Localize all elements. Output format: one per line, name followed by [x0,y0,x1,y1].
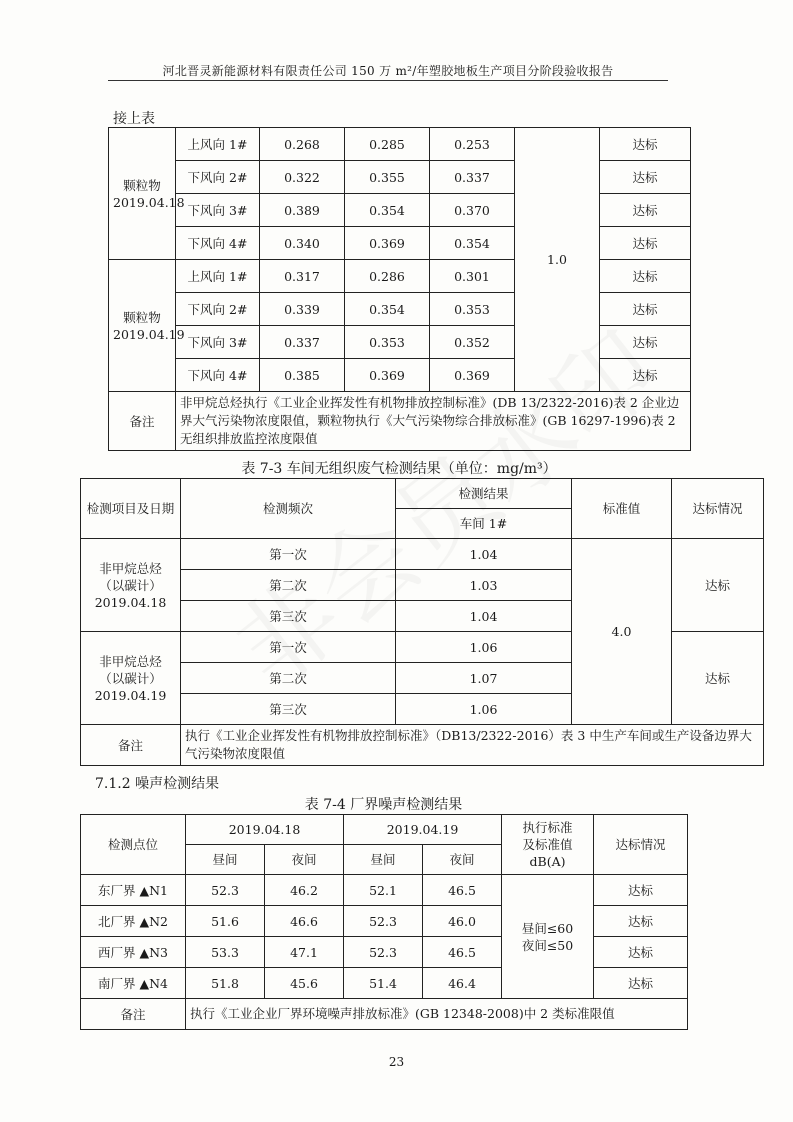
value-cell: 1.06 [396,694,572,725]
header-day: 昼间 [344,845,423,875]
value-cell: 46.0 [423,906,502,937]
standard-cell: 昼间≤60 夜间≤50 [502,875,594,999]
value-cell: 0.337 [260,326,345,359]
value-cell: 52.3 [344,937,423,968]
status-cell: 达标 [594,906,688,937]
status-cell: 达标 [600,128,691,161]
value-cell: 52.3 [344,906,423,937]
value-cell: 0.340 [260,227,345,260]
note-text: 执行《工业企业厂界环境噪声排放标准》(GB 12348-2008)中 2 类标准限值 [186,999,688,1030]
point-cell: 下风向 3# [176,326,260,359]
value-cell: 0.385 [260,359,345,392]
value-cell: 0.353 [430,293,515,326]
status-cell: 达标 [600,359,691,392]
header-std: 标准值 [572,479,672,539]
value-cell: 0.355 [345,161,430,194]
value-cell: 0.286 [345,260,430,293]
header-status: 达标情况 [594,815,688,875]
value-cell: 51.4 [344,968,423,999]
header-night: 夜间 [423,845,502,875]
point-cell: 西厂界 ▲N3 [81,937,186,968]
standard-cell: 4.0 [572,539,672,725]
value-cell: 52.3 [186,875,265,906]
continued-label: 接上表 [113,111,155,127]
status-cell: 达标 [600,293,691,326]
value-cell: 0.353 [345,326,430,359]
point-cell: 下风向 2# [176,293,260,326]
header-night: 夜间 [265,845,344,875]
status-cell: 达标 [600,194,691,227]
value-cell: 1.03 [396,570,572,601]
status-cell: 达标 [672,539,764,632]
header-item: 检测项目及日期 [81,479,181,539]
standard-cell: 1.0 [515,128,600,392]
freq-cell: 第二次 [181,570,396,601]
value-cell: 1.06 [396,632,572,663]
page-number: 23 [388,1055,405,1069]
header-date-2: 2019.04.19 [344,815,502,845]
status-cell: 达标 [600,326,691,359]
section-title: 7.1.2 噪声检测结果 [95,776,220,792]
header-rule [108,80,668,81]
note-label: 备注 [109,392,176,451]
group-cell-1: 颗粒物 2019.04.18 [109,128,176,260]
header-day: 昼间 [186,845,265,875]
group-cell-2: 非甲烷总烃 （以碳计） 2019.04.19 [81,632,181,725]
note-text: 非甲烷总烃执行《工业企业挥发性有机物排放控制标准》(DB 13/2322-2016)表 2 企业边界大气污染物浓度限值，颗粒物执行《大气污染物综合排放标准》(GB 16297-1996)表 2 无组织排放监控浓度限值 [176,392,691,451]
status-cell: 达标 [594,875,688,906]
header-point: 检测点位 [81,815,186,875]
value-cell: 0.389 [260,194,345,227]
point-cell: 下风向 4# [176,359,260,392]
group-cell-2: 颗粒物 2019.04.19 [109,260,176,392]
value-cell: 46.6 [265,906,344,937]
value-cell: 52.1 [344,875,423,906]
header-result: 检测结果 [396,479,572,509]
page-header: 河北晋灵新能源材料有限责任公司 150 万 m²/年塑胶地板生产项目分阶段验收报告 [162,64,614,78]
value-cell: 0.354 [345,293,430,326]
value-cell: 0.285 [345,128,430,161]
status-cell: 达标 [600,161,691,194]
freq-cell: 第三次 [181,694,396,725]
value-cell: 0.369 [345,359,430,392]
freq-cell: 第一次 [181,539,396,570]
value-cell: 1.04 [396,601,572,632]
table-7-4-caption: 表 7-4 厂界噪声检测结果 [304,797,463,813]
value-cell: 1.04 [396,539,572,570]
workshop-table [80,478,764,766]
freq-cell: 第一次 [181,632,396,663]
status-cell: 达标 [600,260,691,293]
point-cell: 南厂界 ▲N4 [81,968,186,999]
value-cell: 0.253 [430,128,515,161]
value-cell: 46.4 [423,968,502,999]
status-cell: 达标 [594,937,688,968]
status-cell: 达标 [594,968,688,999]
value-cell: 47.1 [265,937,344,968]
value-cell: 0.370 [430,194,515,227]
note-label: 备注 [81,999,186,1030]
value-cell: 0.301 [430,260,515,293]
point-cell: 上风向 1# [176,260,260,293]
particulate-table [108,127,691,451]
value-cell: 0.337 [430,161,515,194]
point-cell: 东厂界 ▲N1 [81,875,186,906]
note-text: 执行《工业企业挥发性有机物排放控制标准》（DB13/2322-2016）表 3 中生产车间或生产设备边界大气污染物浓度限值 [181,725,764,766]
value-cell: 0.317 [260,260,345,293]
status-cell: 达标 [672,632,764,725]
value-cell: 0.322 [260,161,345,194]
noise-table [80,814,688,1030]
value-cell: 46.5 [423,937,502,968]
note-label: 备注 [81,725,181,766]
table-7-3-caption: 表 7-3 车间无组织废气检测结果（单位：mg/m³） [241,461,557,477]
point-cell: 上风向 1# [176,128,260,161]
value-cell: 46.2 [265,875,344,906]
point-cell: 下风向 4# [176,227,260,260]
value-cell: 0.352 [430,326,515,359]
status-cell: 达标 [600,227,691,260]
value-cell: 51.6 [186,906,265,937]
value-cell: 0.369 [345,227,430,260]
header-freq: 检测频次 [181,479,396,539]
value-cell: 53.3 [186,937,265,968]
group-cell-1: 非甲烷总烃 （以碳计） 2019.04.18 [81,539,181,632]
value-cell: 0.369 [430,359,515,392]
header-site: 车间 1# [396,509,572,539]
point-cell: 下风向 2# [176,161,260,194]
value-cell: 45.6 [265,968,344,999]
header-status: 达标情况 [672,479,764,539]
value-cell: 0.339 [260,293,345,326]
value-cell: 46.5 [423,875,502,906]
value-cell: 0.354 [430,227,515,260]
value-cell: 0.268 [260,128,345,161]
header-std: 执行标准 及标准值 dB(A) [502,815,594,875]
value-cell: 51.8 [186,968,265,999]
header-date-1: 2019.04.18 [186,815,344,845]
value-cell: 0.354 [345,194,430,227]
point-cell: 下风向 3# [176,194,260,227]
value-cell: 1.07 [396,663,572,694]
point-cell: 北厂界 ▲N2 [81,906,186,937]
freq-cell: 第二次 [181,663,396,694]
freq-cell: 第三次 [181,601,396,632]
